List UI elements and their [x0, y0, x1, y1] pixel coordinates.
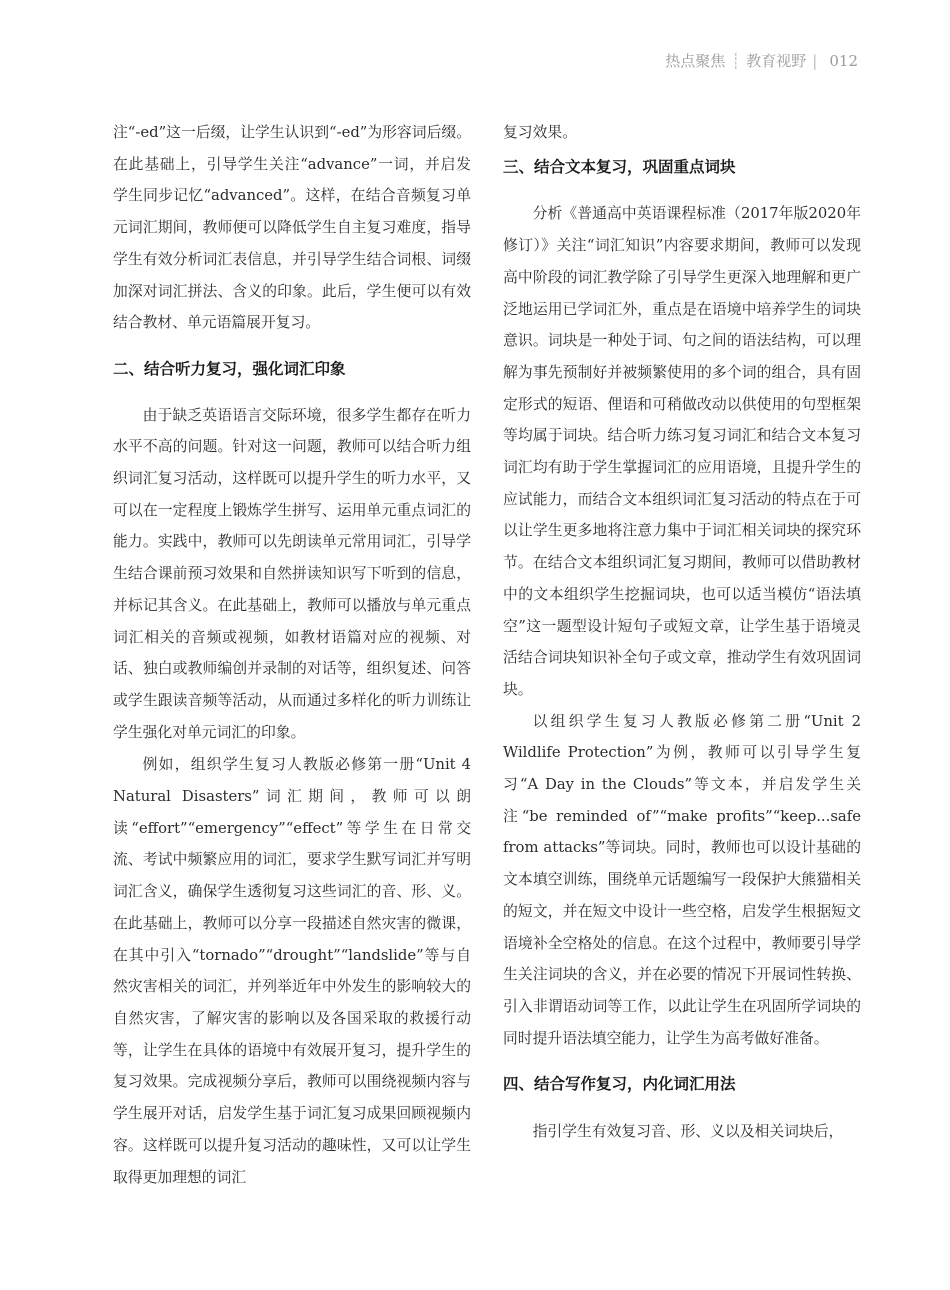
paragraph: 指引学生有效复习音、形、义以及相关词块后，	[532, 1123, 844, 1141]
header-section: 热点聚焦	[665, 52, 726, 70]
section-heading: 二、结合听力复习，强化词汇印象	[113, 359, 346, 378]
paragraph: 分析《普通高中英语课程标准（2017年版2020年修订）》关注“词汇知识”内容要求期间，教师可以发现高中阶段的词汇教学除了引导学生更深入地理解和更广泛地运用已学词汇外，重点是在语境中培养学生的词块意识。词块是一种处于词、句之间的语法结构，可以理解为事先预制好并被频繁使用的多个词的组合，具有固定形式的短语、俚语和可稍做改动以供使用的句型框架等均属于词块。结合听力练习复习词汇和结合文本复习词汇均有助于学生掌握词汇的应用语境，且提升学生的应试能力，而结合文本组织词汇复习活动的特点在于可以让学生更多地将注意力集中于词汇相关词块的探究环节。在结合文本组织词汇复习期间，教师可以借助教材中的文本组织学生挖掘词块，也可以适当模仿“语法填空”这一题型设计短句子或短文章，让学生基于语境灵活结合词块知识补全句子或文章，推动学生有效巩固词块。	[503, 205, 861, 698]
paragraph: 例如，组织学生复习人教版必修第一册“Unit 4 Natural Disasters”词汇期间，教师可以朗读“effort”“emergency”“effect”等学生在日常交流、考试中频繁应用的词汇，要求学生默写词汇并写明词汇含义，确保学生透彻复习这些词汇的音、形、义。在此基础上，教师可以分享一段描述自然灾害的微课，在其中引入“tornado”“drought”“landslide”等与自然灾害相关的词汇，并列举近年中外发生的影响较大的自然灾害，了解灾害的影响以及各国采取的救援行动等，让学生在具体的语境中有效展开复习，提升学生的复习效果。完成视频分享后，教师可以围绕视频内容与学生展开对话，启发学生基于词汇复习成果回顾视频内容。这样既可以提升复习活动的趣味性，又可以让学生取得更加理想的词汇	[113, 756, 471, 1186]
left-column	[113, 117, 471, 1193]
paragraph: 以组织学生复习人教版必修第二册“Unit 2 Wildlife Protection”为例，教师可以引导学生复习“A Day in the Clouds”等文本，并启发学生关注“be reminded of”“make profits”“keep...safe from attacks”等词块。同时，教师也可以设计基础的文本填空训练，围绕单元话题编写一段保护大熊猫相关的短文，并在短文中设计一些空格，启发学生根据短文语境补全空格处的信息。在这个过程中，教师要引导学生关注词块的含义，并在必要的情况下开展词性转换、引入非谓语动词等工作，以此让学生在巩固所学词块的同时提升语法填空能力，让学生为高考做好准备。	[503, 712, 861, 1047]
section-heading: 四、结合写作复习，内化词汇用法	[503, 1075, 736, 1094]
header-separator: |	[812, 52, 818, 70]
page-number: 012	[829, 52, 858, 70]
header-column: 教育视野	[746, 52, 807, 70]
paragraph: 复习效果。	[503, 124, 577, 141]
header-separator: ┊	[731, 52, 741, 70]
running-header	[665, 50, 858, 71]
paragraph: 注“-ed”这一后缀，让学生认识到“-ed”为形容词后缀。在此基础上，引导学生关注“advance”一词，并启发学生同步记忆“advanced”。这样，在结合音频复习单元词汇期间，教师便可以降低学生自主复习难度，指导学生有效分析词汇表信息，并引导学生结合词根、词缀加深对词汇拼法、含义的印象。此后，学生便可以有效结合教材、单元语篇展开复习。	[113, 124, 471, 332]
section-heading: 三、结合文本复习，巩固重点词块	[503, 157, 736, 176]
right-column	[503, 117, 861, 1148]
paragraph: 由于缺乏英语语言交际环境，很多学生都存在听力水平不高的问题。针对这一问题，教师可以结合听力组织词汇复习活动，这样既可以提升学生的听力水平，又可以在一定程度上锻炼学生拼写、运用单元重点词汇的能力。实践中，教师可以先朗读单元常用词汇，引导学生结合课前预习效果和自然拼读知识写下听到的信息，并标记其含义。在此基础上，教师可以播放与单元重点词汇相关的音频或视频，如教材语篇对应的视频、对话、独白或教师编创并录制的对话等，组织复述、问答或学生跟读音频等活动，从而通过多样化的听力训练让学生强化对单元词汇的印象。	[113, 406, 471, 741]
